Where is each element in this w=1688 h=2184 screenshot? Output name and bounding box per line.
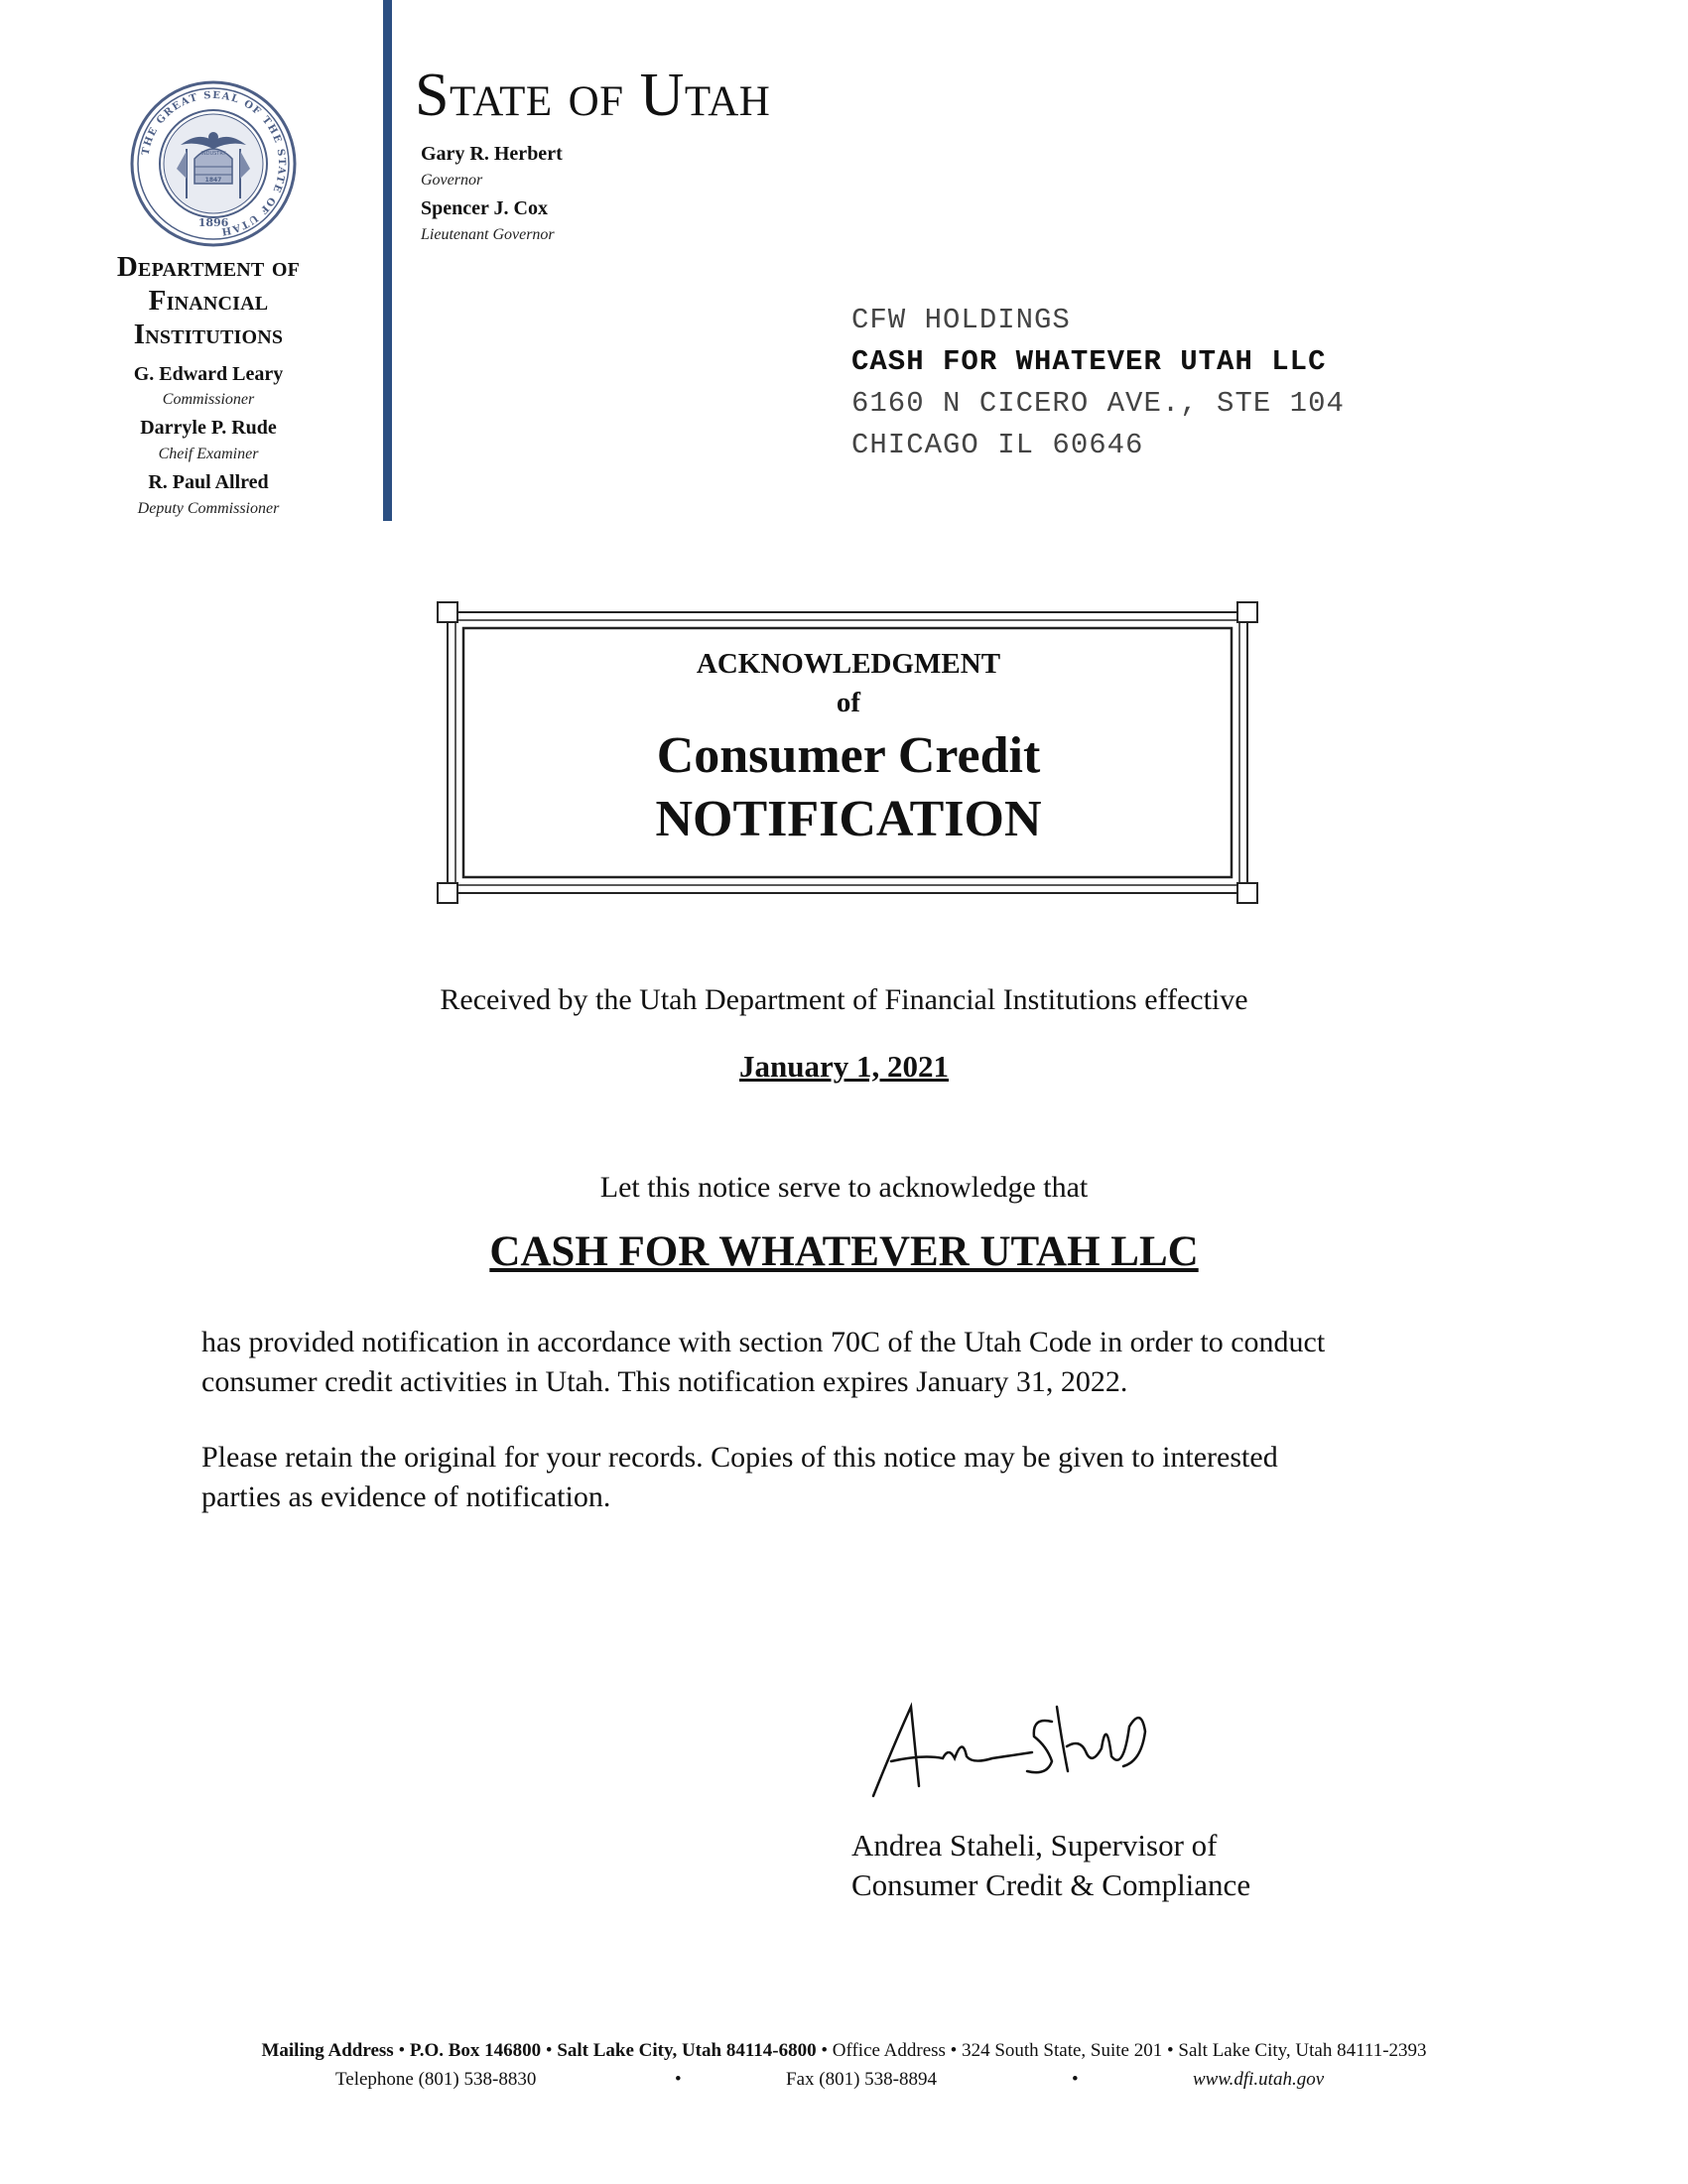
lt-governor-name: Spencer J. Cox bbox=[421, 197, 548, 219]
recipient-line1: CFW HOLDINGS bbox=[851, 304, 1071, 336]
footer-separator: • bbox=[1072, 2069, 1079, 2090]
paragraph-2-line1: Please retain the original for your records. Copies of this notice may be given to interested bbox=[201, 1441, 1278, 1474]
footer-separator: • bbox=[675, 2069, 682, 2090]
footer-website-link[interactable]: www.dfi.utah.gov bbox=[1193, 2069, 1325, 2090]
seal-text: THE GREAT SEAL OF THE STATE OF UTAH bbox=[140, 89, 288, 237]
handwritten-signature bbox=[863, 1687, 1161, 1816]
paragraph-1-line2: consumer credit activities in Utah. This notification expires January 31, 2022. bbox=[201, 1365, 1128, 1398]
footer-fax: Fax (801) 538-8894 bbox=[786, 2069, 937, 2090]
official-role: Cheif Examiner bbox=[158, 446, 259, 462]
company-name: CASH FOR WHATEVER UTAH LLC bbox=[489, 1228, 1199, 1275]
department-title-line2: Financial bbox=[148, 285, 269, 317]
footer-mailing-city: Salt Lake City, Utah 84114-6800 bbox=[557, 2040, 817, 2061]
footer-telephone: Telephone (801) 538-8830 bbox=[335, 2069, 537, 2090]
box-heading: ACKNOWLEDGMENT bbox=[696, 648, 1001, 680]
footer-separator: • bbox=[398, 2040, 406, 2061]
official-name: R. Paul Allred bbox=[148, 471, 269, 493]
footer-separator: • bbox=[950, 2040, 958, 2061]
footer-mailing-label: Mailing Address bbox=[261, 2040, 394, 2061]
header-divider-bar bbox=[383, 0, 392, 521]
signer-department: Consumer Credit & Compliance bbox=[851, 1867, 1251, 1902]
department-title-line1: Department of bbox=[116, 251, 301, 283]
governor-name: Gary R. Herbert bbox=[421, 143, 563, 165]
official-role: Deputy Commissioner bbox=[137, 500, 280, 517]
footer-office-city: Salt Lake City, Utah 84111-2393 bbox=[1178, 2040, 1427, 2061]
lt-governor-role: Lieutenant Governor bbox=[421, 226, 555, 243]
notice-text: Let this notice serve to acknowledge that bbox=[599, 1171, 1089, 1204]
official-role: Commissioner bbox=[162, 391, 255, 408]
recipient-line3: 6160 N CICERO AVE., STE 104 bbox=[851, 387, 1345, 420]
recipient-line4: CHICAGO IL 60646 bbox=[851, 429, 1144, 461]
footer-office-street: 324 South State, Suite 201 bbox=[962, 2040, 1163, 2061]
seal-motto: INDUSTRY bbox=[200, 151, 226, 157]
governor-role: Governor bbox=[421, 172, 483, 189]
paragraph-1-line1: has provided notification in accordance with section 70C of the Utah Code in order to conduct bbox=[201, 1326, 1326, 1358]
footer-separator: • bbox=[545, 2040, 553, 2061]
state-seal-icon bbox=[129, 79, 298, 248]
recipient-line2: CASH FOR WHATEVER UTAH LLC bbox=[851, 345, 1327, 378]
department-title-line3: Institutions bbox=[133, 319, 284, 350]
footer-separator: • bbox=[821, 2040, 829, 2061]
footer-addresses bbox=[0, 2040, 1688, 2062]
received-text: Received by the Utah Department of Financial Institutions effective bbox=[440, 983, 1248, 1016]
footer-separator: • bbox=[1166, 2040, 1174, 2061]
official-name: G. Edward Leary bbox=[133, 363, 284, 385]
paragraph-2-line2: parties as evidence of notification. bbox=[201, 1480, 611, 1513]
box-title: Consumer Credit bbox=[656, 727, 1041, 784]
seal-year: 1896 bbox=[197, 216, 229, 229]
seal-inner-year: 1847 bbox=[204, 177, 222, 184]
footer-office-label: Office Address bbox=[832, 2040, 946, 2061]
official-name: Darryle P. Rude bbox=[140, 417, 277, 439]
effective-date: January 1, 2021 bbox=[739, 1049, 949, 1084]
footer-po-box: P.O. Box 146800 bbox=[409, 2040, 542, 2061]
signer-name-title: Andrea Staheli, Supervisor of bbox=[851, 1828, 1218, 1863]
state-title: State of Utah bbox=[415, 62, 771, 129]
box-subtitle: NOTIFICATION bbox=[655, 791, 1042, 847]
box-connector: of bbox=[836, 687, 861, 718]
